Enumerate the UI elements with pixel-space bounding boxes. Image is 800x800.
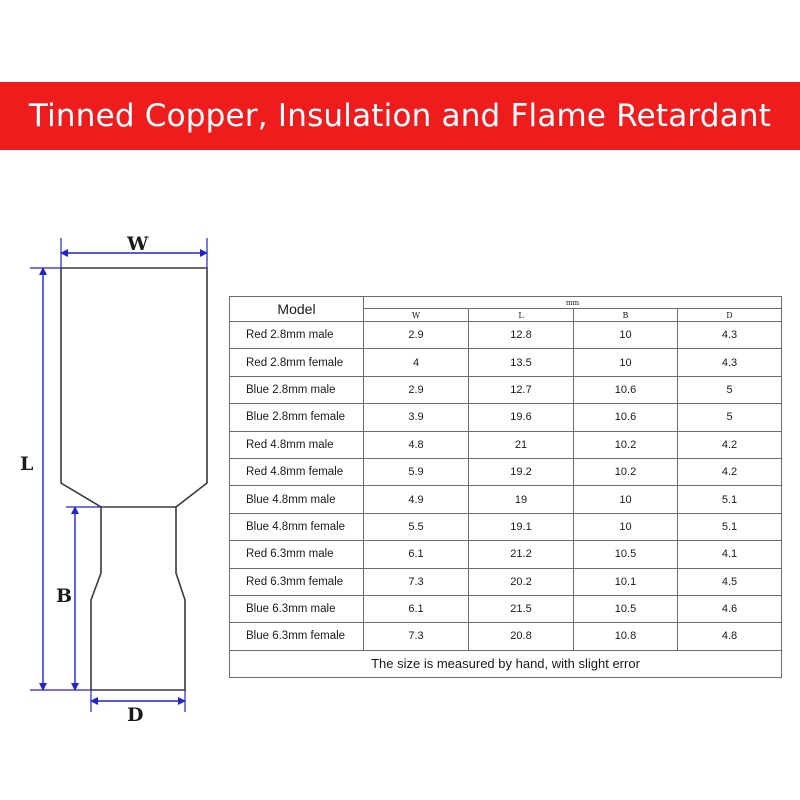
w-cell: 6.1 (364, 541, 469, 568)
b-cell: 10.5 (574, 595, 678, 622)
b-cell: 10.6 (574, 376, 678, 403)
table-row (230, 541, 782, 568)
model-cell: Blue 6.3mm female (230, 623, 364, 650)
b-cell: 10 (574, 322, 678, 349)
w-cell: 4.9 (364, 486, 469, 513)
w-cell: 6.1 (364, 595, 469, 622)
d-cell: 4.6 (678, 595, 782, 622)
d-cell: 4.1 (678, 541, 782, 568)
l-cell: 12.7 (469, 376, 574, 403)
terminal-dimension-diagram (0, 0, 230, 800)
l-cell: 21 (469, 431, 574, 458)
column-header-d: D (678, 309, 782, 322)
table-row (230, 458, 782, 485)
column-header-b: B (574, 309, 678, 322)
w-cell: 2.9 (364, 376, 469, 403)
l-label: L (20, 453, 34, 475)
model-column-header: Model (230, 297, 364, 322)
l-cell: 13.5 (469, 349, 574, 376)
b-cell: 10.2 (574, 431, 678, 458)
model-cell: Blue 2.8mm male (230, 376, 364, 403)
model-cell: Blue 4.8mm female (230, 513, 364, 540)
model-cell: Red 6.3mm male (230, 541, 364, 568)
model-cell: Red 4.8mm male (230, 431, 364, 458)
table-row (230, 595, 782, 622)
b-cell: 10.5 (574, 541, 678, 568)
b-label: B (56, 585, 73, 607)
w-cell: 7.3 (364, 623, 469, 650)
w-cell: 5.5 (364, 513, 469, 540)
banner-title: Tinned Copper, Insulation and Flame Retardant (28, 98, 772, 134)
model-cell: Red 2.8mm female (230, 349, 364, 376)
b-cell: 10 (574, 486, 678, 513)
terminal-outline (61, 268, 207, 690)
table-row (230, 404, 782, 431)
model-cell: Blue 6.3mm male (230, 595, 364, 622)
w-cell: 5.9 (364, 458, 469, 485)
table-row (230, 322, 782, 349)
footnote-row (230, 650, 782, 677)
w-cell: 3.9 (364, 404, 469, 431)
d-cell: 5.1 (678, 486, 782, 513)
table-row (230, 431, 782, 458)
w-cell: 4 (364, 349, 469, 376)
dimension-table (229, 296, 782, 678)
column-header-l: L (469, 309, 574, 322)
l-cell: 12.8 (469, 322, 574, 349)
d-cell: 4.8 (678, 623, 782, 650)
model-cell: Red 6.3mm female (230, 568, 364, 595)
w-cell: 2.9 (364, 322, 469, 349)
table-row (230, 513, 782, 540)
model-cell: Blue 4.8mm male (230, 486, 364, 513)
table-row (230, 623, 782, 650)
b-cell: 10.8 (574, 623, 678, 650)
d-cell: 5 (678, 376, 782, 403)
d-cell: 4.2 (678, 458, 782, 485)
d-cell: 4.2 (678, 431, 782, 458)
d-cell: 4.5 (678, 568, 782, 595)
b-cell: 10.2 (574, 458, 678, 485)
l-cell: 19.2 (469, 458, 574, 485)
table-row (230, 486, 782, 513)
d-cell: 5.1 (678, 513, 782, 540)
w-label: W (127, 233, 149, 255)
b-cell: 10.1 (574, 568, 678, 595)
d-cell: 4.3 (678, 349, 782, 376)
b-cell: 10.6 (574, 404, 678, 431)
w-cell: 7.3 (364, 568, 469, 595)
l-cell: 21.5 (469, 595, 574, 622)
d-cell: 4.3 (678, 322, 782, 349)
table-row (230, 349, 782, 376)
model-cell: Red 4.8mm female (230, 458, 364, 485)
table-row (230, 376, 782, 403)
terminal-drawing (0, 0, 230, 800)
unit-header: mm (364, 297, 782, 309)
d-label: D (127, 704, 144, 726)
column-header-w: W (364, 309, 469, 322)
l-cell: 19.6 (469, 404, 574, 431)
model-cell: Blue 2.8mm female (230, 404, 364, 431)
table-row (230, 568, 782, 595)
b-cell: 10 (574, 349, 678, 376)
w-cell: 4.8 (364, 431, 469, 458)
footnote: The size is measured by hand, with slight error (230, 650, 782, 677)
l-cell: 19.1 (469, 513, 574, 540)
l-cell: 20.2 (469, 568, 574, 595)
model-cell: Red 2.8mm male (230, 322, 364, 349)
l-cell: 19 (469, 486, 574, 513)
l-cell: 21.2 (469, 541, 574, 568)
b-cell: 10 (574, 513, 678, 540)
l-cell: 20.8 (469, 623, 574, 650)
d-cell: 5 (678, 404, 782, 431)
